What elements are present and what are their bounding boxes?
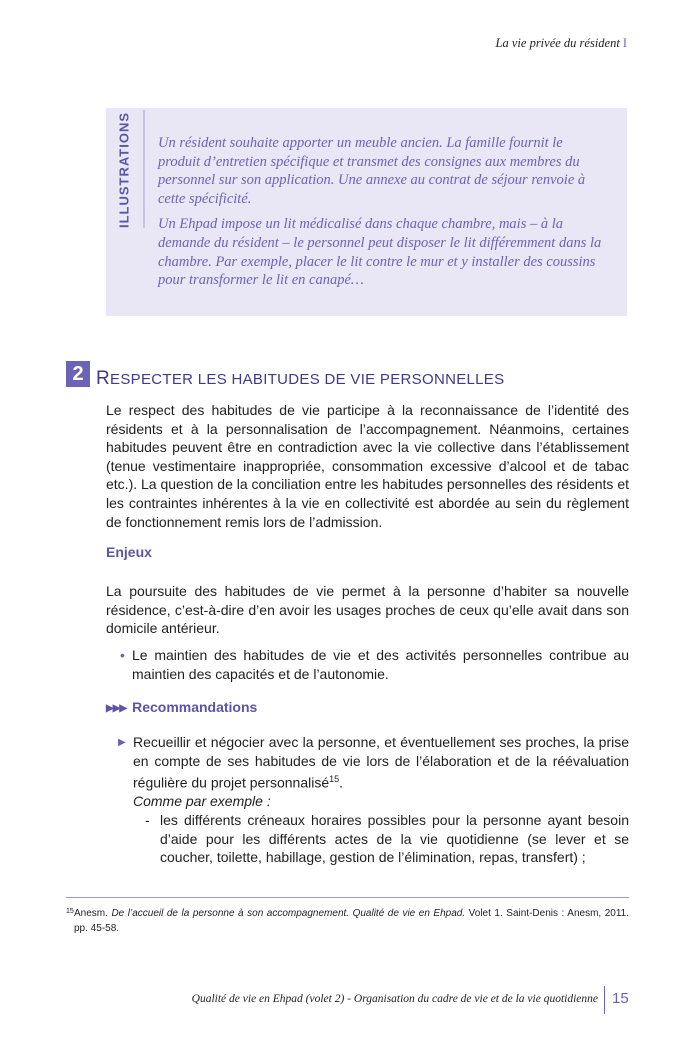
running-header-title: La vie privée du résident <box>495 36 620 50</box>
page-number-divider <box>604 986 605 1014</box>
sub-item: - les différents créneaux horaires possibles pour la personne ayant besoin d’aide pour les différents actes de la vie quotidienne (se lever et se coucher, toilette, habillage, gestion de l’élimination, repas, transfert) ; <box>145 812 629 866</box>
triangle-bullet-icon: ▶ <box>118 737 126 748</box>
footnote-reference: 15 <box>329 774 340 785</box>
illustration-paragraph: Un résident souhaite apporter un meuble ancien. La famille fournit le produit d’entretien spécifique et transmet des consignes aux membres du personnel sur son application. Une annexe au contrat de séjour renvoie à cette spécificité. <box>158 135 586 207</box>
footnote-title: De l’accueil de la personne à son accompagnement. Qualité de vie en Ehpad. <box>111 908 466 919</box>
example-label: Comme par exemple : <box>133 793 271 810</box>
bullet-icon: • <box>120 647 125 663</box>
footnote-divider <box>66 897 629 898</box>
running-header-marker: I <box>622 36 627 50</box>
recommandations-heading: ▶▶▶ Recommandations <box>106 699 258 715</box>
enjeux-bullet: • Le maintien des habitudes de vie et des activités personnelles contribue au maintien des capacités et de l’autonomie. <box>120 647 629 682</box>
section-paragraph: Le respect des habitudes de vie participe à la reconnaissance de l’identité des résidents et à la personnalisation de l’accompagnement. Néanmoins, certaines habitudes peuvent être en contradiction avec la vie collective dans l’établissement (tenue vestimentaire inappropriée, consommation excessive d’alcool et de tabac etc.). La question de la conciliation entre les habitudes personnelles des résidents et les contraintes inhérentes à la vie en collectivité est abordée au sein du règlement de fonctionnement remis lors de l’admission. <box>106 402 629 530</box>
running-footer: Qualité de vie en Ehpad (volet 2) - Organisation du cadre de vie et de la vie quotidienne <box>191 993 598 1005</box>
footnote-mark: 15 <box>66 908 74 915</box>
running-header <box>496 36 627 51</box>
section-title: RESPECTER LES HABITUDES DE VIE PERSONNELLES <box>96 368 505 389</box>
illustration-paragraph: Un Ehpad impose un lit médicalisé dans chaque chambre, mais – à la demande du résident – le personnel peut disposer le lit différemment dans la chambre. Par exemple, placer le lit contre le mur et y installer des coussins pour transformer le lit en canapé… <box>158 216 602 289</box>
triple-arrow-icon: ▶▶▶ <box>106 703 127 714</box>
illustrations-divider <box>143 110 145 228</box>
recommendation-item: ▶ Recueillir et négocier avec la personne, et éventuellement ses proches, la prise en compte de ses habitudes de vie lors de l’élaboration et de la réévaluation régulière du projet personnalisé$^{15}$. Comme par exemple : - les différents créneaux horaires possibles pour la personne ayant besoin d’aide pour les différents actes de la vie quotidienne (se lever et se coucher, toilette, habillage, gestion de l’élimination, repas, transfert) ; <box>118 734 629 866</box>
enjeux-paragraph: La poursuite des habitudes de vie permet à la personne d’habiter sa nouvelle résidence, c’est-à-dire d’en avoir les usages proches de ceux qu’elle avait dans son domicile antérieur. <box>106 583 629 637</box>
dash-bullet: - <box>145 812 150 829</box>
footnote: 15 Anesm. De l’accueil de la personne à son accompagnement. Qualité de vie en Ehpad. Volet 1. Saint-Denis : Anesm, 2011. pp. 45-58. <box>66 907 629 936</box>
enjeux-heading: Enjeux <box>106 544 152 560</box>
section-number: 2 <box>66 361 90 387</box>
illustrations-text <box>158 134 608 297</box>
page-number: 15 <box>612 990 629 1007</box>
